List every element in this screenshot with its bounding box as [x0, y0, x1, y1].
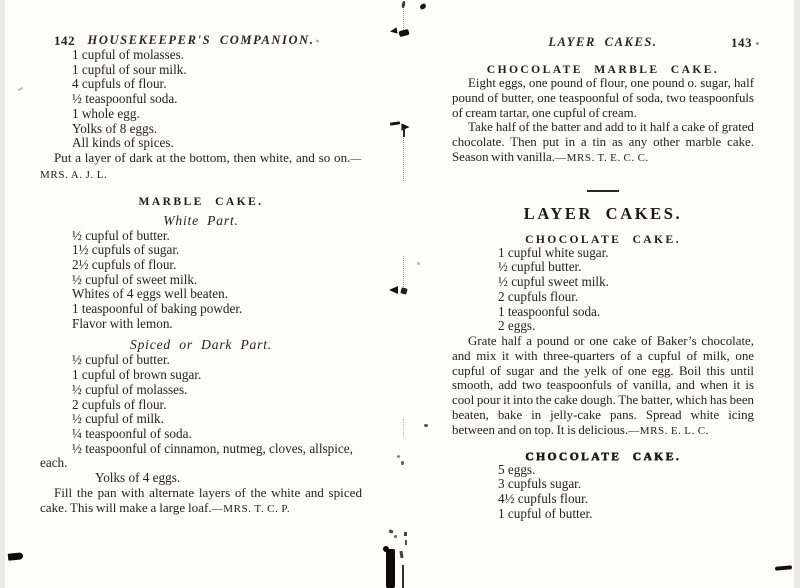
attribution: —MRS. T. C. P. [211, 502, 291, 515]
ink-mark [402, 565, 404, 588]
recipe-heading-chocolate-cake-1: CHOCOLATE CAKE. [525, 232, 681, 246]
instructions-text: Put a layer of dark at the bottom, then white, and so on. [54, 149, 351, 165]
ingredient-line: ½ cupful of butter. [72, 227, 170, 243]
ink-mark [404, 532, 407, 536]
page-left [40, 0, 362, 516]
ink-mark [419, 3, 426, 10]
recipe-paragraph: Eight eggs, one pound of flour, one pound o. sugar, half pound of butter, one teaspoonful of soda, two teaspoonfuls of cream tartar, one cupful of cream. [452, 76, 754, 120]
ingredient-line: 1 cupful of butter. [498, 505, 593, 521]
scan-edge-left [0, 0, 5, 588]
ink-mark [417, 262, 420, 265]
gutter-line [403, 419, 404, 437]
ingredient-line: ½ cupful of milk. [72, 411, 164, 427]
ingredient-line: 1 cupful of molasses. [72, 47, 185, 62]
ink-mark [775, 565, 792, 570]
ingredient-line: ½ teaspoonful soda. [72, 91, 178, 107]
attribution: —MRS. E. L. C. [628, 424, 709, 437]
recipe-heading-chocolate-cake-2: CHOCOLATE CAKE. [525, 449, 681, 463]
section-heading-layer-cakes: LAYER CAKES. [523, 203, 683, 223]
section-divider-rule [587, 190, 619, 192]
gutter-line [403, 132, 404, 181]
running-title-right: LAYER CAKES. [548, 35, 658, 49]
ingredient-line: 2½ cupfuls of flour. [72, 256, 177, 272]
scan-edge-right [794, 0, 800, 588]
ingredient-list-opening-recipe [40, 48, 362, 151]
page-number-right: 143 [731, 35, 752, 50]
ink-mark [386, 549, 395, 588]
ink-mark [18, 87, 23, 91]
instructions-text: Take half of the batter and add to it half a cake of grated chocolate. Then put in a tin as any other marble cake. Season with vanilla. [452, 120, 754, 164]
ingredient-line: 1 cupful of sour milk. [72, 61, 187, 77]
ingredient-line: 1 whole egg. [72, 105, 140, 121]
ink-mark [400, 287, 407, 294]
ingredient-line: Whites of 4 eggs well beaten. [72, 286, 229, 302]
ink-mark [398, 29, 409, 37]
ink-mark [424, 424, 428, 427]
ingredient-line: 4½ cupfuls flour. [498, 490, 589, 506]
recipe-instructions-opening [40, 151, 362, 183]
ingredient-line: 1 teaspoonful soda. [498, 303, 601, 319]
ink-mark [399, 551, 403, 558]
ingredient-list-chocolate-cake-2 [452, 463, 754, 522]
attribution: —MRS. T. E. C. C. [554, 151, 649, 164]
ingredient-line: ¼ teaspoonful of soda. [72, 425, 192, 441]
ingredient-line: 2 eggs. [498, 318, 536, 334]
ink-mark [8, 552, 24, 561]
subheading-white-part: White Part. [163, 212, 239, 228]
ingredient-line: 5 eggs. [498, 461, 536, 477]
recipe-instructions-marble-cake [40, 486, 362, 517]
ingredient-line: 1 teaspoonful of baking powder. [72, 301, 243, 317]
ingredient-line: 4 cupfuls of flour. [72, 76, 167, 92]
ingredient-line: ½ cupful butter. [498, 259, 582, 275]
instructions-text: Fill the pan with alternate layers of the white and spiced cake. This will make a large loaf. [40, 484, 362, 515]
recipe-heading-marble-cake: MARBLE CAKE. [138, 194, 264, 208]
ingredient-list-white-part [40, 229, 362, 332]
ink-mark [397, 455, 400, 458]
ingredient-line: Yolks of 4 eggs. [95, 470, 181, 486]
ingredient-list-spiced-part [40, 353, 362, 485]
ingredient-line: ½ cupful of molasses. [72, 381, 188, 397]
attribution: —MRS. A. J. L. [40, 152, 362, 181]
ink-mark [401, 461, 404, 465]
page-number-left: 142 [54, 33, 75, 48]
ink-mark [389, 529, 394, 533]
ingredient-line: 1 cupful of brown sugar. [72, 367, 202, 383]
ingredient-line: 1½ cupfuls of sugar. [72, 242, 180, 258]
ink-mark [394, 535, 397, 538]
running-title-left: HOUSEKEEPER'S COMPANION. [87, 33, 315, 47]
gutter-line [403, 256, 404, 287]
ink-mark [756, 42, 759, 45]
ink-mark [405, 540, 407, 545]
ingredient-list-chocolate-cake-1 [452, 246, 754, 334]
running-head-right [452, 35, 754, 50]
ingredient-line: Yolks of 8 eggs. [72, 120, 158, 136]
ingredient-line: ½ cupful of butter. [72, 352, 170, 368]
ingredient-line: 2 cupfuls of flour. [72, 396, 167, 412]
ink-mark [383, 546, 389, 552]
recipe-instructions-chocolate-cake-1 [452, 334, 754, 439]
ingredient-line: All kinds of spices. [72, 135, 174, 151]
ingredient-line: ½ teaspoonful of cinnamon, nutmeg, cloves, allspice, each. [40, 440, 353, 471]
ink-mark [389, 286, 398, 294]
page-right [452, 0, 754, 521]
ingredient-line: 3 cupfuls sugar. [498, 476, 582, 492]
recipe-heading-chocolate-marble-cake: CHOCOLATE MARBLE CAKE. [486, 63, 720, 76]
ingredient-line: 2 cupfuls flour. [498, 288, 579, 304]
ingredient-line: 1 cupful white sugar. [498, 244, 609, 260]
ink-mark [389, 27, 397, 34]
gutter-line [403, 6, 404, 30]
subheading-spiced-part: Spiced or Dark Part. [129, 337, 273, 353]
running-head-left [40, 33, 362, 48]
recipe-paragraph [452, 120, 754, 165]
instructions-text: Grate half a pound or one cake of Baker’s chocolate, and mix it with three-quarters of a cupful of milk, one cupful of sugar and the yelk of one egg. Boil this until smooth, add two teaspoonfuls of vanilla, and when it is cool pour it into the cake dough. The batter, which has been beaten, bake in jelly-cake pans. Spread white icing between and on top. It is delicious. [452, 334, 754, 437]
ink-mark [390, 121, 400, 125]
ingredient-line: ½ cupful of sweet milk. [72, 271, 198, 287]
ingredient-line: Flavor with lemon. [72, 315, 173, 331]
ingredient-line: ½ cupful sweet milk. [498, 274, 609, 290]
